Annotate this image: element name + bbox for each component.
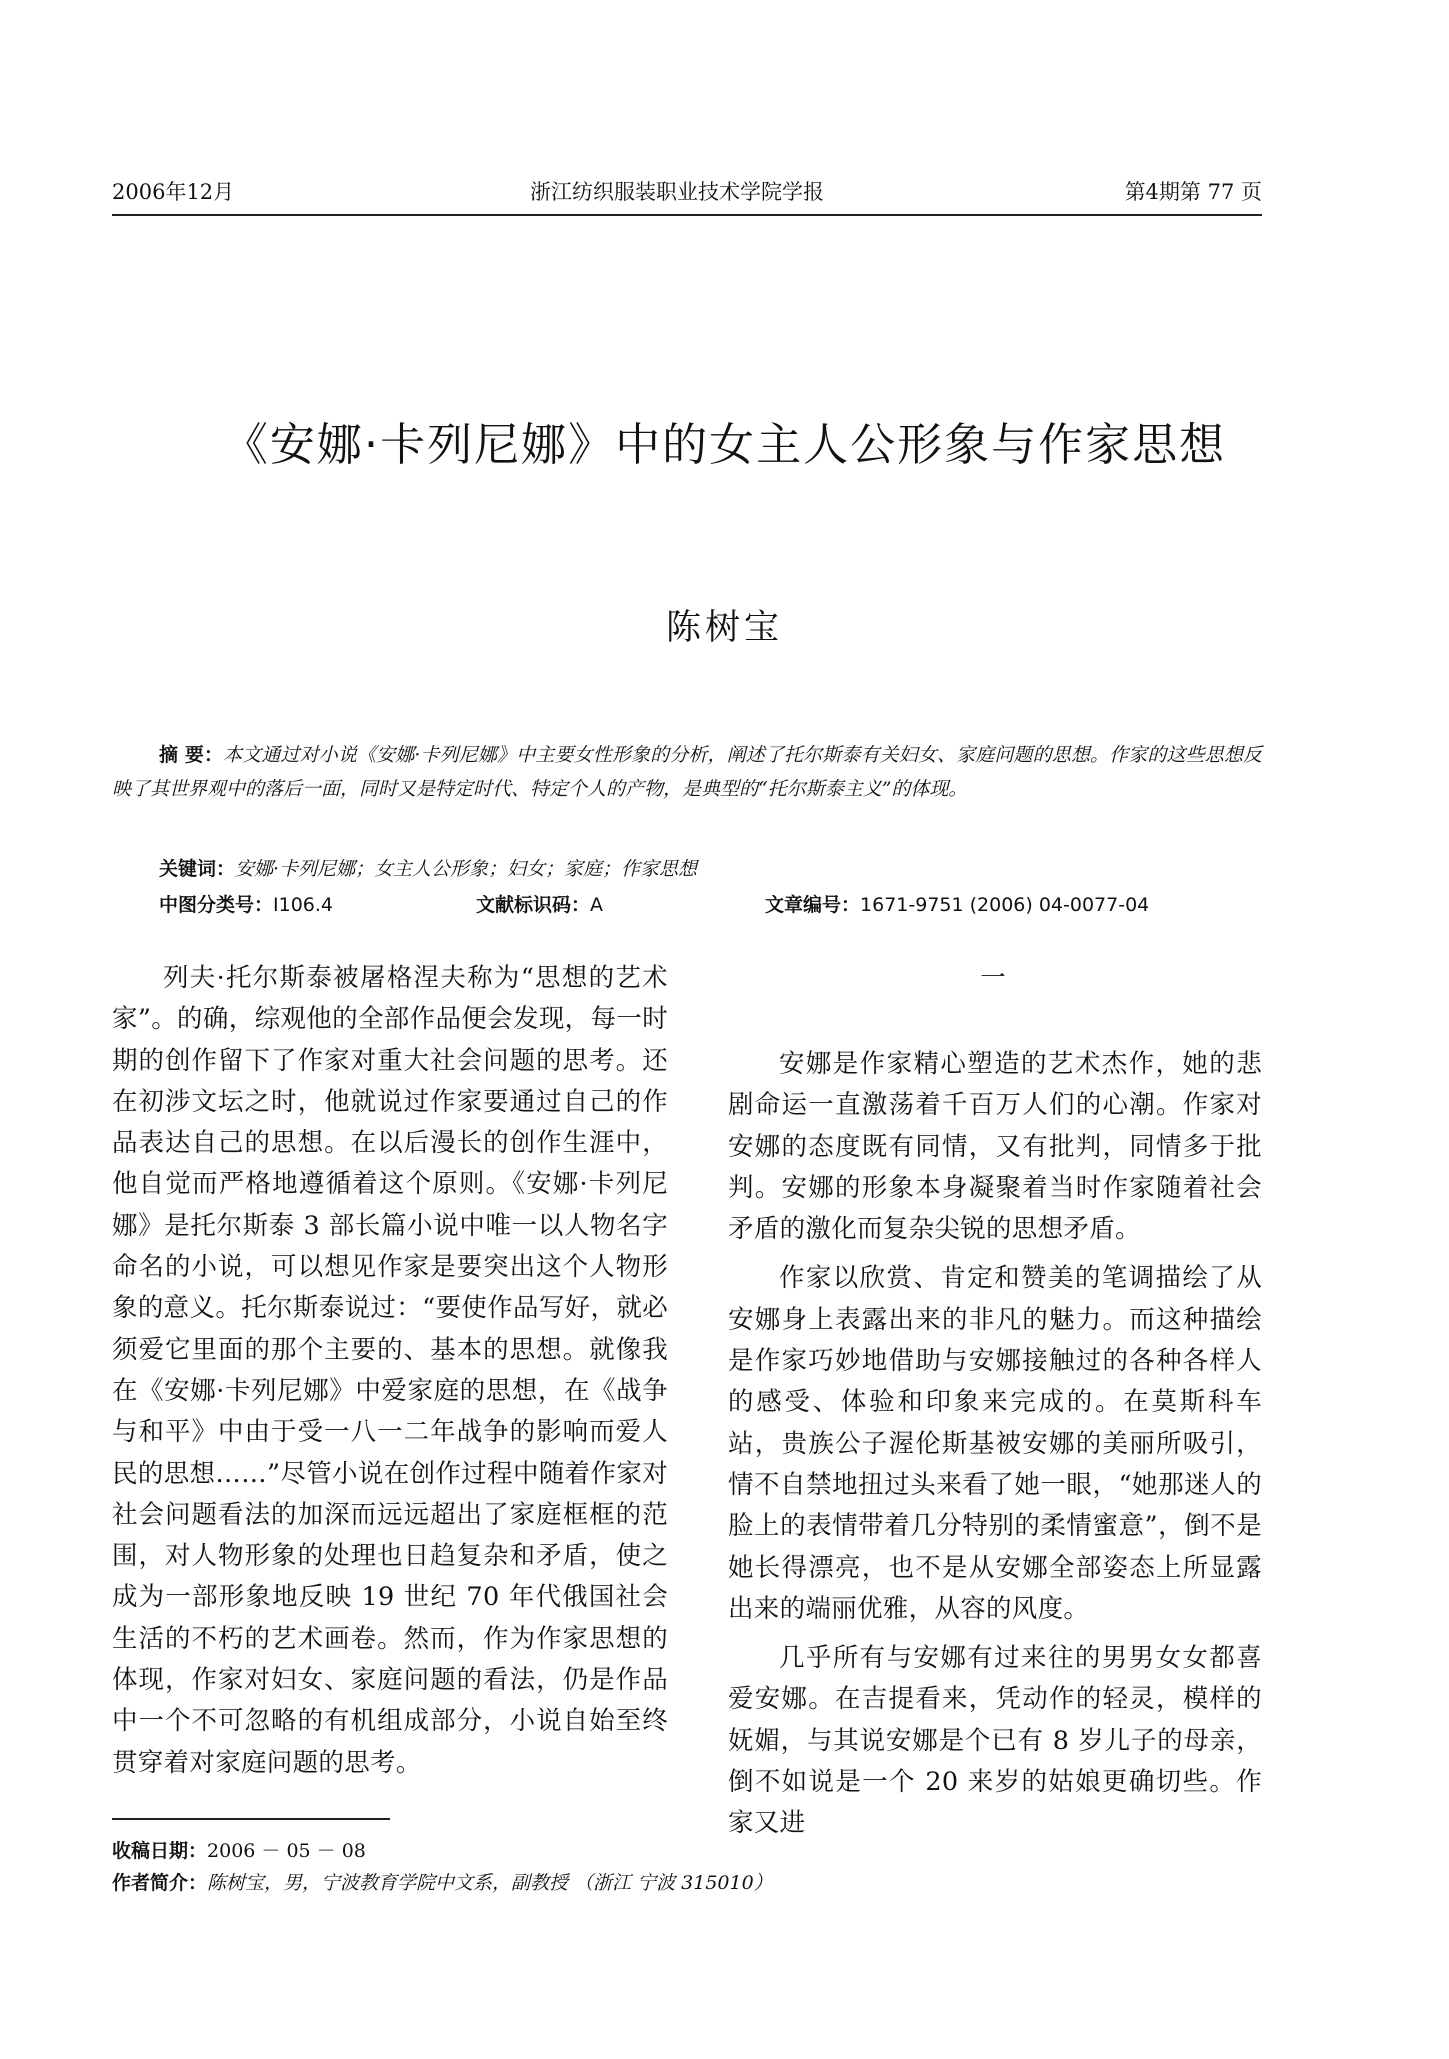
article-number-label: 文章编号： [765, 894, 861, 916]
body-paragraph: 作家以欣赏、肯定和赞美的笔调描绘了从安娜身上表露出来的非凡的魅力。而这种描绘是作家巧妙地借助与安娜接触过的各种各样人的感受、体验和印象来完成的。在莫斯科车站，贵族公子渥伦斯基被安娜的美丽所吸引，情不自禁地扭过头来看了她一眼，“她那迷人的脸上的表情带着几分特别的柔情蜜意”，倒不是她长得漂亮，也不是从安娜全部姿态上所显露出来的端丽优雅，从容的风度。 [728, 1263, 1262, 1624]
abstract [112, 738, 1262, 806]
article-number [765, 890, 1149, 917]
footnote-rule [112, 1818, 390, 1820]
classification-meta [159, 890, 1259, 924]
body-left-column [112, 958, 668, 1784]
received-date [112, 1836, 1262, 1866]
received-value: 2006 － 05 － 08 [207, 1840, 366, 1862]
article-title: 《安娜·卡列尼娜》中的女主人公形象与作家思想 [222, 418, 1227, 471]
bio-value: 陈树宝，男，宁波教育学院中文系，副教授 （浙江 宁波 315010） [207, 1872, 773, 1894]
article-author: 陈树宝 [665, 608, 783, 648]
body-paragraph: 列夫·托尔斯泰被屠格涅夫称为“思想的艺术家”。的确，综观他的全部作品便会发现，每一时期的创作留下了作家对重大社会问题的思考。还在初涉文坛之时，他就说过作家要通过自己的作品表达自己的思想。在以后漫长的创作生涯中，他自觉而严格地遵循着这个原则。《安娜·卡列尼娜》是托尔斯泰 3 部长篇小说中唯一以人物名字命名的小说，可以想见作家是要突出这个人物形象的意义。托尔斯泰说过：“要使作品写好，就必须爱它里面的那个主要的、基本的思想。就像我在《安娜·卡列尼娜》中爱家庭的思想，在《战争与和平》中由于受一八一二年战争的影响而爱人民的思想……”尽管小说在创作过程中随着作家对社会问题看法的加深而远远超出了家庭框框的范围，对人物形象的处理也日趋复杂和矛盾，使之成为一部形象地反映 19 世纪 70 年代俄国社会生活的不朽的艺术画卷。然而，作为作家思想的体现，作家对妇女、家庭问题的看法，仍是作品中一个不可忽略的有机组成部分，小说自始至终贯穿着对家庭问题的思考。 [112, 963, 668, 1778]
body-paragraph: 安娜是作家精心塑造的艺术杰作，她的悲剧命运一直激荡着千百万人们的心潮。作家对安娜的态度既有同情，又有批判，同情多于批判。安娜的形象本身凝聚着当时作家随着社会矛盾的激化而复杂尖锐的思想矛盾。 [728, 1049, 1262, 1245]
doc-value: A [590, 894, 604, 916]
clc-code [159, 890, 333, 917]
abstract-label: 摘 要： [159, 744, 224, 766]
running-header [112, 176, 1262, 216]
body-paragraph: 几乎所有与安娜有过来往的男男女女都喜爱安娜。在吉提看来，凭动作的轻灵，模样的妩媚，与其说安娜是个已有 8 岁儿子的母亲，倒不如说是一个 20 来岁的姑娘更确切些。作家又进 [728, 1643, 1262, 1839]
abstract-text: 本文通过对小说《安娜·卡列尼娜》中主要女性形象的分析，阐述了托尔斯泰有关妇女、家庭问题的思想。作家的这些思想反映了其世界观中的落后一面，同时又是特定时代、特定个人的产物，是典型的“托尔斯泰主义”的体现。 [112, 744, 1262, 800]
header-rule [112, 214, 1262, 216]
clc-value: I106.4 [273, 894, 334, 916]
doc-label: 文献标识码： [476, 894, 591, 916]
clc-label: 中图分类号： [159, 894, 274, 916]
header-issue-page: 第4期第 77 页 [1124, 180, 1262, 204]
author-bio [112, 1868, 1262, 1898]
section-number: 一 [980, 963, 1006, 993]
keywords-text: 安娜·卡列尼娜；女主人公形象；妇女；家庭；作家思想 [235, 858, 698, 880]
bio-label: 作者简介： [112, 1872, 208, 1894]
doc-code [476, 890, 603, 917]
header-journal: 浙江纺织服装职业技术学院学报 [530, 180, 824, 204]
body-right-column [728, 1044, 1262, 1845]
received-label: 收稿日期： [112, 1840, 208, 1862]
article-number-value: 1671-9751 (2006) 04-0077-04 [860, 894, 1150, 916]
header-date: 2006年12月 [112, 180, 235, 204]
keywords [159, 852, 1259, 886]
keywords-label: 关键词： [159, 858, 236, 880]
